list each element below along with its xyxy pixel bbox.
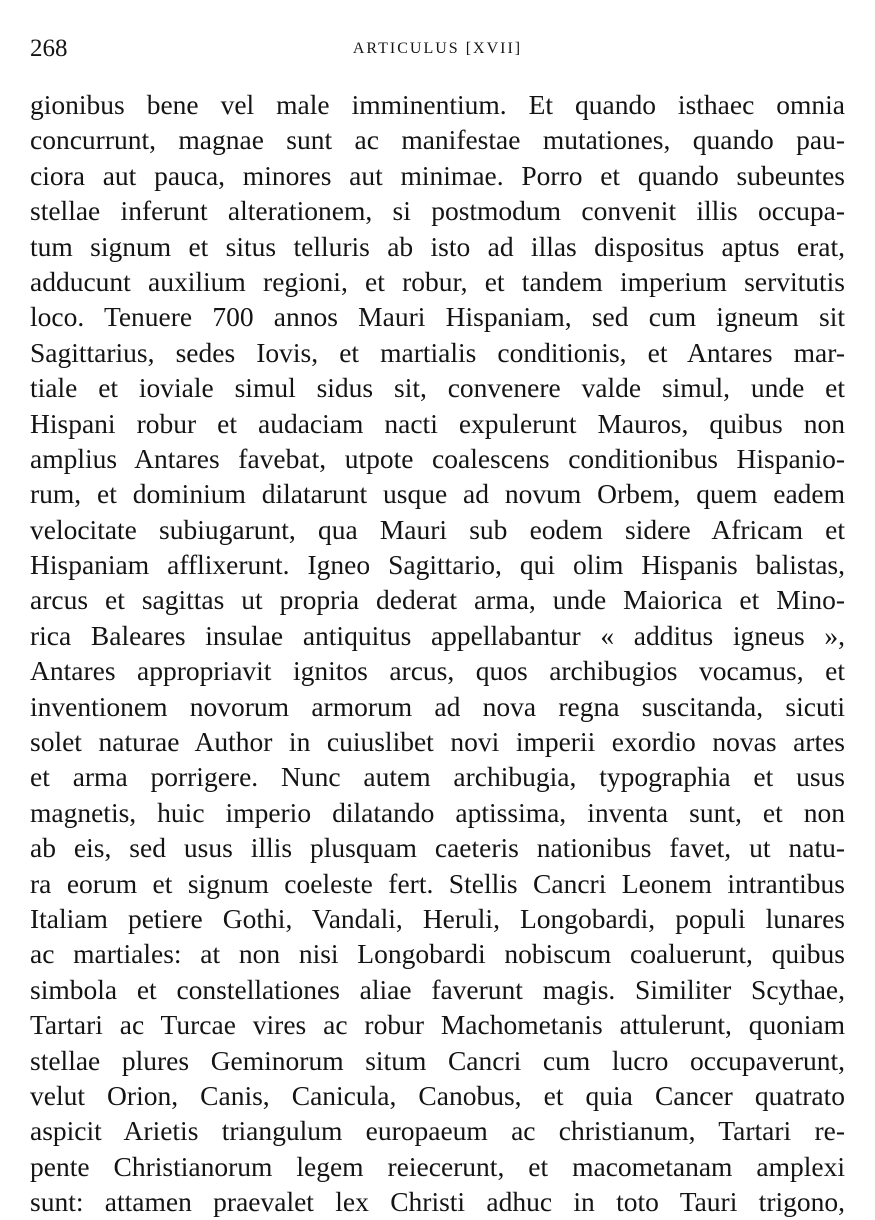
text-line: rica Baleares insulae antiquitus appellabantur « additus igneus », xyxy=(30,619,845,651)
text-line: ra eorum et signum coeleste fert. Stellis Cancri Leonem intrantibus xyxy=(30,867,845,899)
text-line: ab eis, sed usus illis plusquam caeteris nationibus favet, ut natu- xyxy=(30,832,845,864)
text-line: inventionem novorum armorum ad nova regna suscitanda, sicuti xyxy=(30,690,845,722)
text-line: velocitate subiugarunt, qua Mauri sub eodem sidere Africam et xyxy=(30,513,845,545)
text-line: amplius Antares favebat, utpote coalescens conditionibus Hispanio- xyxy=(30,442,845,474)
page-number: 268 xyxy=(30,35,68,62)
text-line: aspicit Arietis triangulum europaeum ac christianum, Tartari re- xyxy=(30,1115,845,1147)
text-line: velut Orion, Canis, Canicula, Canobus, et quia Cancer quatrato xyxy=(30,1079,845,1111)
text-line: arcus et sagittas ut propria dederat arma, unde Maiorica et Mino- xyxy=(30,584,845,616)
text-line: ciora aut pauca, minores aut minimae. Porro et quando subeuntes xyxy=(30,159,845,191)
text-line: adducunt auxilium regioni, et robur, et tandem imperium servitutis xyxy=(30,265,845,297)
text-line: Tartari ac Turcae vires ac robur Machometanis attulerunt, quoniam xyxy=(30,1009,845,1041)
text-line: rum, et dominium dilatarunt usque ad novum Orbem, quem eadem xyxy=(30,478,845,510)
text-line: stellae plures Geminorum situm Cancri cum lucro occupaverunt, xyxy=(30,1044,845,1076)
text-line: sunt: attamen praevalet lex Christi adhuc in toto Tauri trigono, xyxy=(30,1186,845,1218)
running-head xyxy=(30,34,845,64)
text-line: simbola et constellationes aliae faverunt magis. Similiter Scythae, xyxy=(30,973,845,1005)
text-line: gionibus bene vel male imminentium. Et quando isthaec omnia xyxy=(30,89,845,120)
text-line: tum signum et situs telluris ab isto ad illas dispositus aptus erat, xyxy=(30,230,845,262)
text-line: Hispaniam afflixerunt. Igneo Sagittario, qui olim Hispanis balistas, xyxy=(30,549,845,581)
text-line: Sagittarius, sedes Iovis, et martialis conditionis, et Antares mar- xyxy=(30,336,845,368)
header-title: ARTICULUS [XVII] xyxy=(352,40,523,57)
text-line: concurrunt, magnae sunt ac manifestae mutationes, quando pau- xyxy=(30,124,845,156)
text-line: Hispani robur et audaciam nacti expulerunt Mauros, quibus non xyxy=(30,407,845,439)
text-line: stellae inferunt alterationem, si postmodum convenit illis occupa- xyxy=(30,195,845,227)
text-line: solet naturae Author in cuiuslibet novi imperii exordio novas artes xyxy=(30,726,845,758)
text-line: Antares appropriavit ignitos arcus, quos archibugios vocamus, et xyxy=(30,655,845,687)
text-line: pente Christianorum legem reiecerunt, et macometanam amplexi xyxy=(30,1150,845,1182)
text-line: loco. Tenuere 700 annos Mauri Hispaniam, sed cum igneum sit xyxy=(30,301,845,333)
text-line: et arma porrigere. Nunc autem archibugia, typographia et usus xyxy=(30,761,845,793)
text-line: ac martiales: at non nisi Longobardi nobiscum coaluerunt, quibus xyxy=(30,938,845,970)
text-line: Italiam petiere Gothi, Vandali, Heruli, Longobardi, populi lunares xyxy=(30,902,845,934)
text-line: tiale et ioviale simul sidus sit, convenere valde simul, unde et xyxy=(30,372,845,404)
text-line: magnetis, huic imperio dilatando aptissima, inventa sunt, et non xyxy=(30,796,845,828)
body-text xyxy=(30,87,845,1220)
